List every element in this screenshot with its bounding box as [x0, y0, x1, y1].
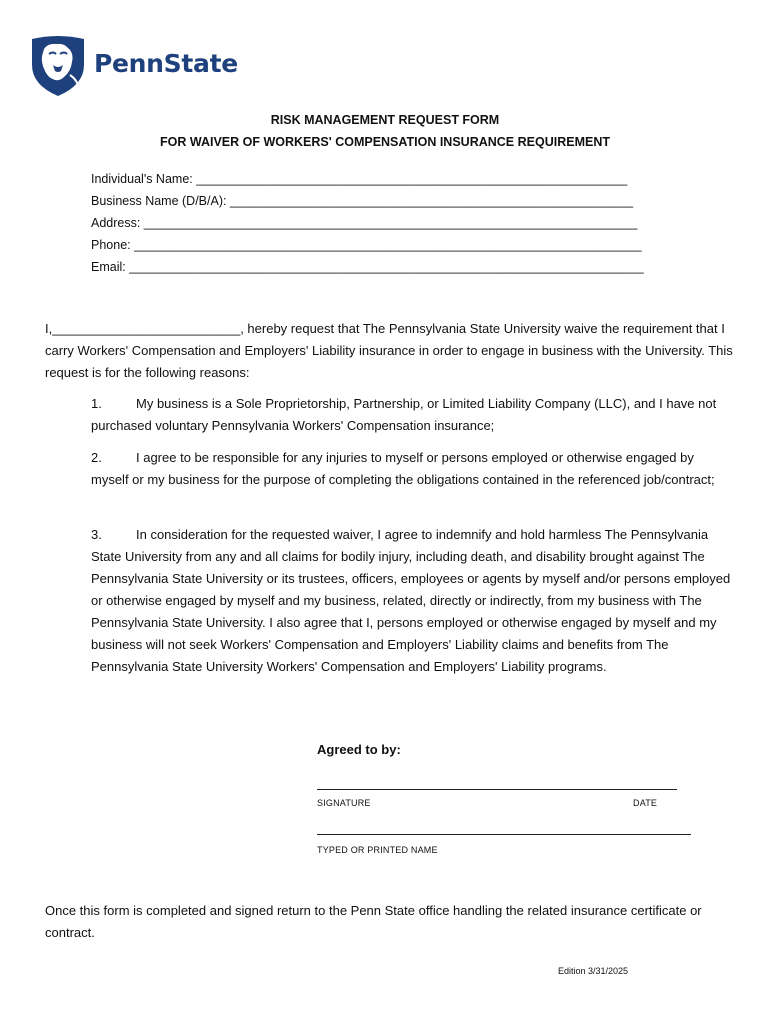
- typed-name-label: TYPED OR PRINTED NAME: [317, 845, 438, 855]
- reason-text: I agree to be responsible for any injuries to myself or persons employed or otherwise engaged by myself or my business for the purpose of completing the obligations contained in the referenced job/contract;: [91, 450, 715, 487]
- reason-number: 2.: [91, 450, 102, 465]
- form-title: RISK MANAGEMENT REQUEST FORM: [270, 113, 500, 127]
- signature-line[interactable]: [317, 789, 677, 790]
- edition-label: Edition 3/31/2025: [558, 966, 629, 976]
- reason-item-2: [91, 447, 731, 491]
- form-subtitle: FOR WAIVER OF WORKERS' COMPENSATION INSURANCE REQUIREMENT: [160, 135, 610, 149]
- logo: [30, 35, 238, 97]
- intro-paragraph: I,__________________________, hereby request that The Pennsylvania State University waive the requirement that I carry Workers' Compensation and Employers' Liability insurance in order to engage in business with the University. This request is for the following reasons:: [45, 321, 733, 380]
- reason-number: 1.: [91, 396, 102, 411]
- logo-text: PennState: [94, 48, 238, 78]
- closing-paragraph: Once this form is completed and signed return to the Penn State office handling the related insurance certificate or contract.: [45, 903, 702, 940]
- individual-name-field[interactable]: Individual's Name: ______________________________________________________________: [91, 172, 628, 186]
- address-field[interactable]: Address: _______________________________________________________________________: [91, 216, 638, 230]
- nittany-lion-shield-icon: [30, 35, 86, 97]
- agreed-label: Agreed to by:: [317, 742, 401, 757]
- reason-item-3: [91, 524, 731, 678]
- email-field[interactable]: Email: __________________________________________________________________________: [91, 260, 644, 274]
- contact-fields: [91, 168, 644, 278]
- reason-number: 3.: [91, 527, 102, 542]
- reason-text: In consideration for the requested waiver, I agree to indemnify and hold harmless The Pennsylvania State University from any and all claims for bodily injury, including death, and disability brought against The Pennsylvania State University or its trustees, officers, employees or agents by myself and/or persons employed or otherwise engaged by myself and my business, related, directly or indirectly, from my business with The Pennsylvania State University. I also agree that I, persons employed or otherwise engaged by myself and my business will not seek Workers' Compensation and Employers' Liability claims and benefits from The Pennsylvania State University Workers' Compensation and Employers' Liability programs.: [91, 527, 731, 674]
- reason-item-1: [91, 393, 731, 437]
- signature-label: SIGNATURE: [317, 798, 371, 808]
- business-name-field[interactable]: Business Name (D/B/A): __________________________________________________________: [91, 194, 634, 208]
- date-label: DATE: [633, 798, 658, 808]
- reason-text: My business is a Sole Proprietorship, Partnership, or Limited Liability Company (LLC), and I have not purchased voluntary Pennsylvania Workers' Compensation insurance;: [91, 396, 717, 433]
- typed-name-line[interactable]: [317, 834, 691, 835]
- phone-field[interactable]: Phone: _________________________________________________________________________: [91, 238, 642, 252]
